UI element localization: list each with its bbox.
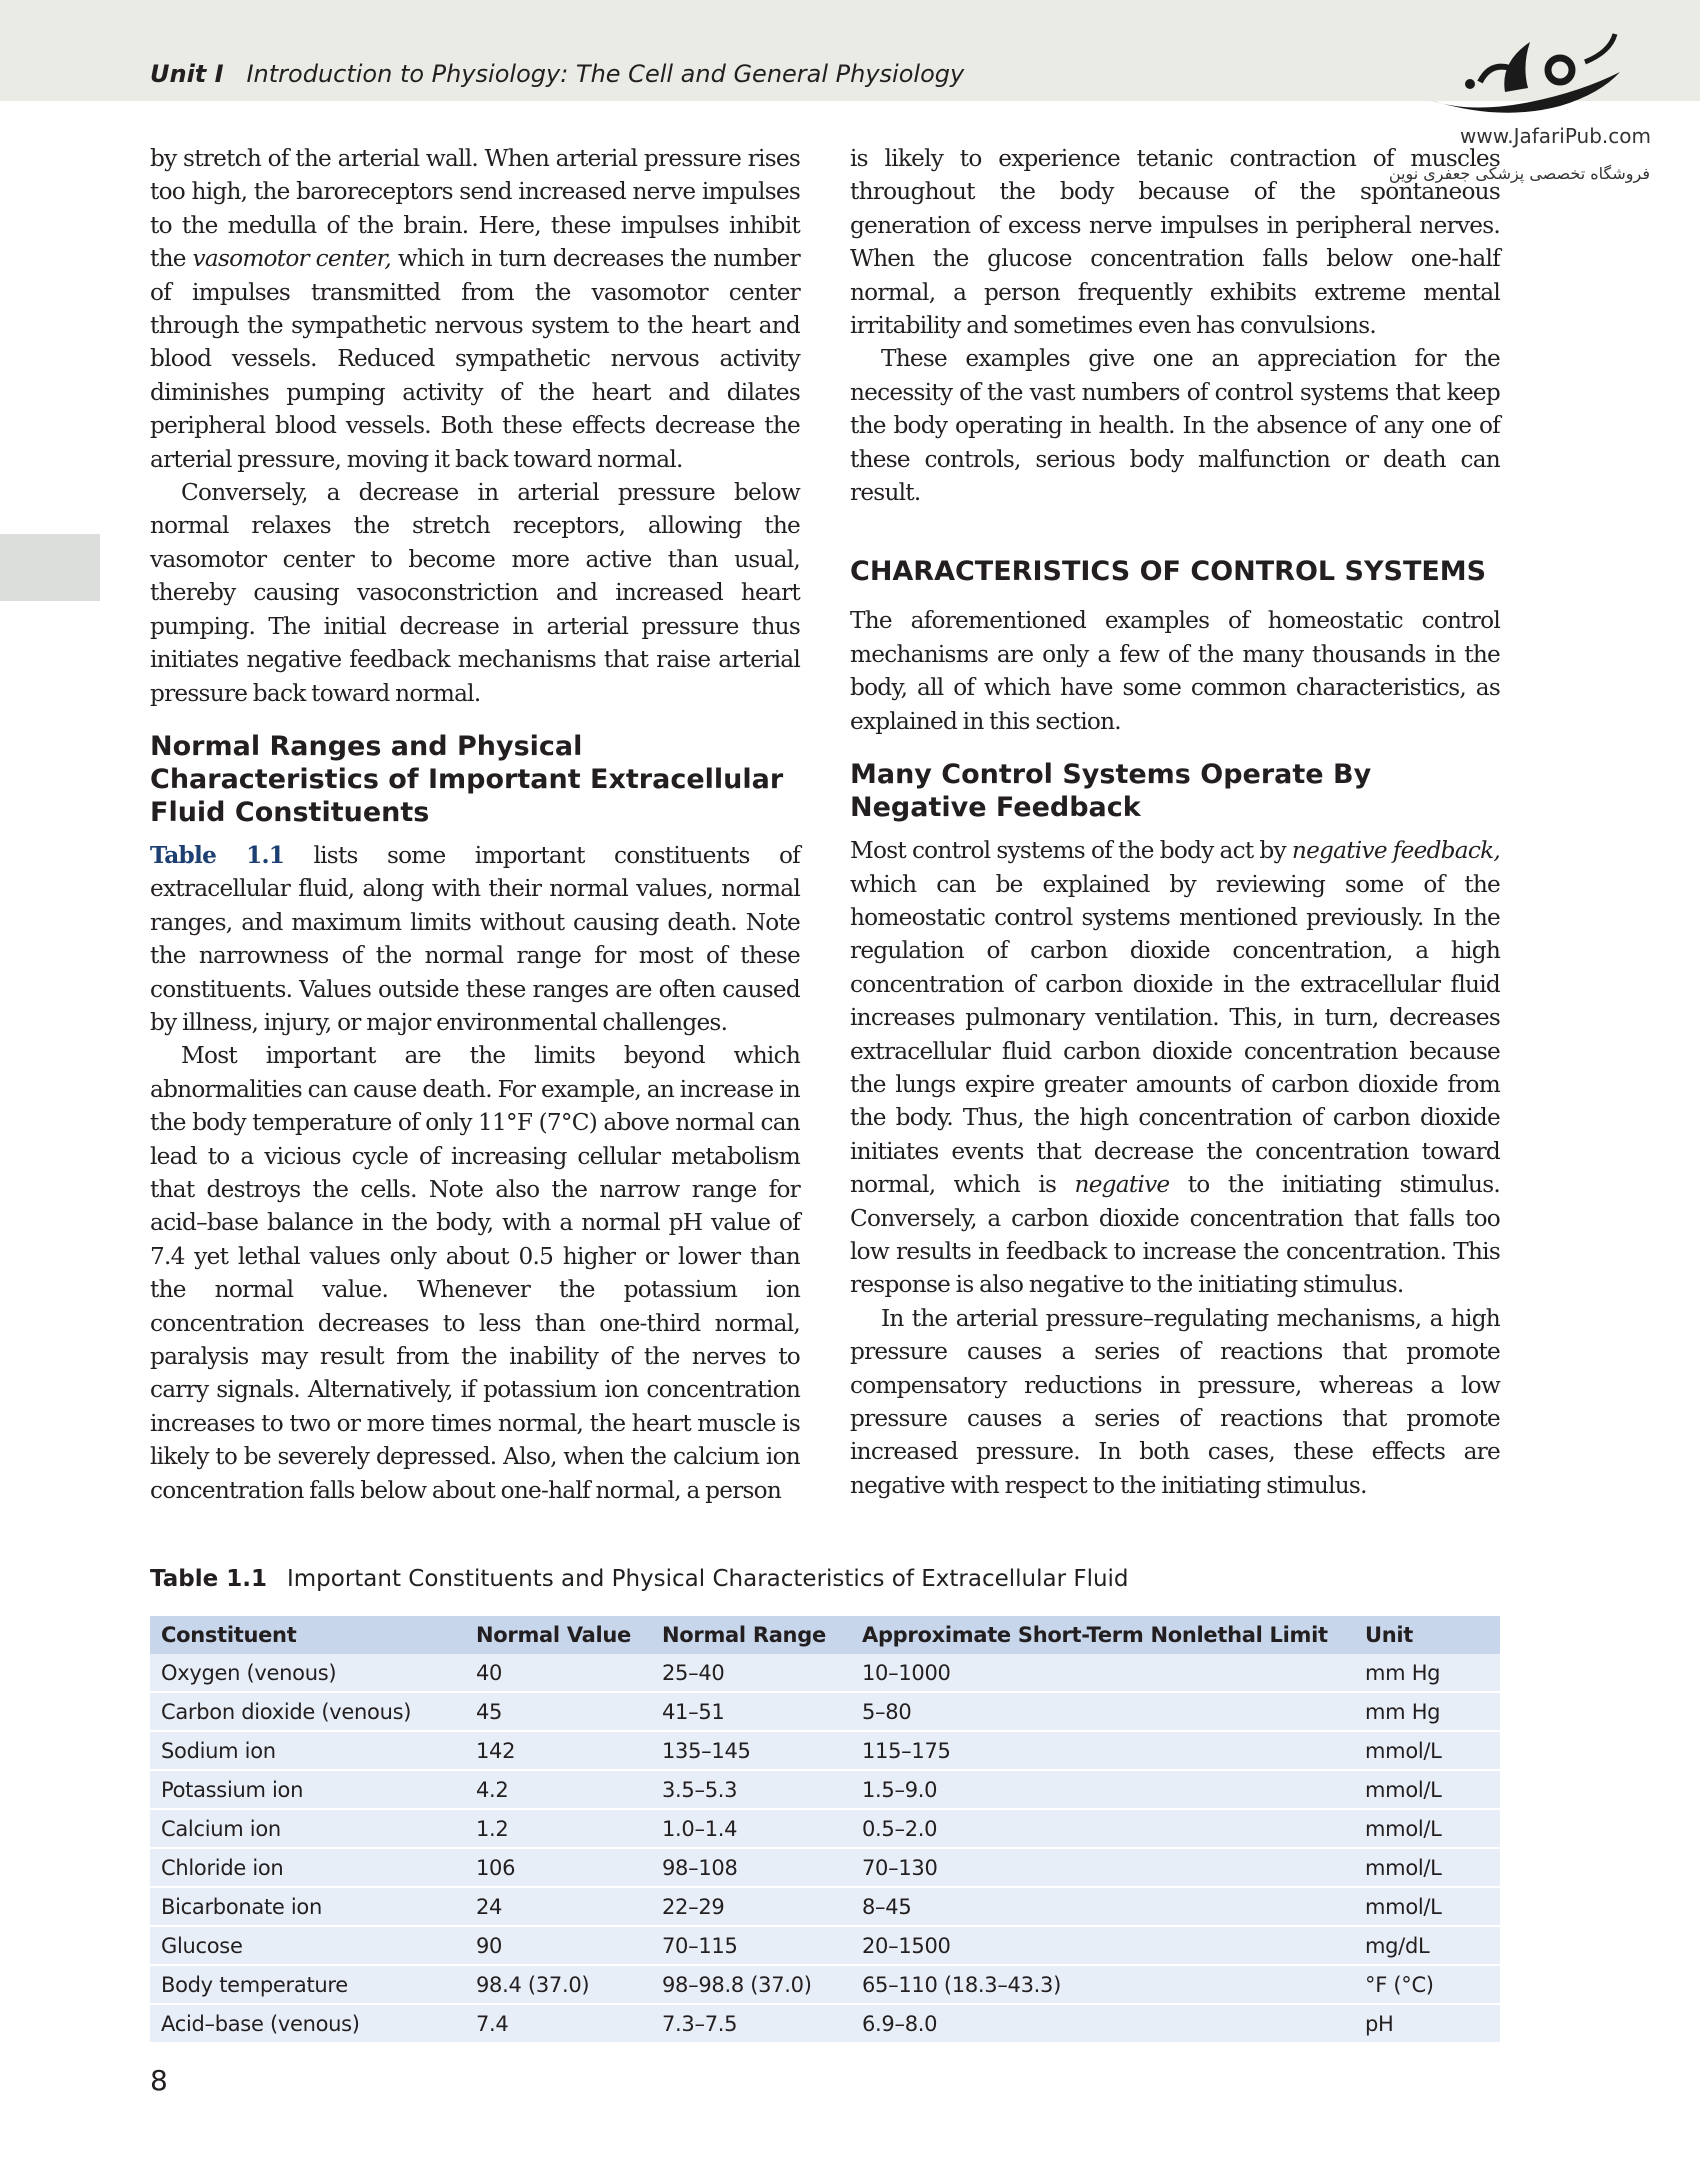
- table-cell: 70–130: [851, 1848, 1354, 1887]
- paragraph: Conversely, a decrease in arterial pressure below normal relaxes the stretch receptors, allowing the vasomotor center to become more active than usual, thereby causing vasoconstriction and increased heart pumping. The initial decrease in arterial pressure thus initiates negative feedback mechanisms that raise arterial pressure back toward normal.: [150, 479, 800, 707]
- table-cell: 65–110 (18.3–43.3): [851, 1965, 1354, 2004]
- paragraph: [850, 834, 1500, 1302]
- table-title: Important Constituents and Physical Characteristics of Extracellular Fluid: [286, 1566, 1129, 1592]
- right-column: [850, 142, 1500, 1502]
- table-cell: Potassium ion: [150, 1770, 465, 1809]
- paragraph-text: Most control systems of the body act by: [850, 837, 1292, 865]
- table-row: [150, 1926, 1500, 1965]
- table-cell: Sodium ion: [150, 1731, 465, 1770]
- table-cell: Body temperature: [150, 1965, 465, 2004]
- table-row: [150, 1654, 1500, 1692]
- table-cell: 25–40: [651, 1654, 851, 1692]
- table-row: [150, 1887, 1500, 1926]
- table-cell: 7.3–7.5: [651, 2004, 851, 2043]
- section-heading-negative-feedback: Many Control Systems Operate By Negative Feedback: [850, 759, 1372, 824]
- paragraph: is likely to experience tetanic contraction of muscles throughout the body because of the spontaneous generation of excess nerve impulses in peripheral nerves. When the glucose concentration falls below one-half normal, a person frequently exhibits extreme mental irritability and sometimes even has convulsions.: [850, 145, 1500, 340]
- thumb-tab: [0, 534, 100, 601]
- table-row: [150, 2004, 1500, 2043]
- column-header: Normal Range: [651, 1616, 851, 1654]
- table-cell: mmol/L: [1354, 1809, 1500, 1848]
- table-cell: 70–115: [651, 1926, 851, 1965]
- table-cell: 98–98.8 (37.0): [651, 1965, 851, 2004]
- table-cell: 24: [465, 1887, 651, 1926]
- table-cell: mmol/L: [1354, 1770, 1500, 1809]
- table-cell: pH: [1354, 2004, 1500, 2043]
- section-heading-normal-ranges: Normal Ranges and Physical Characteristics of Important Extracellular Fluid Constituents: [150, 730, 784, 828]
- constituents-table: [150, 1616, 1500, 2044]
- publisher-tagline: فروشگاه تخصصی پزشکی جعفری نوین: [1388, 164, 1650, 183]
- paragraph-text: lists some important constituents of extracellular fluid, along with their normal values, normal ranges, and maximum limits without causing death. Note the narrowness of the normal range for most of these constituents. Values outside these ranges are often caused by illness, injury, or major environmental challenges.: [150, 841, 800, 1036]
- table-cell: 45: [465, 1692, 651, 1731]
- column-header: Constituent: [150, 1616, 465, 1654]
- table-cell: Carbon dioxide (venous): [150, 1692, 465, 1731]
- table-row: [150, 1809, 1500, 1848]
- table-cell: 115–175: [851, 1731, 1354, 1770]
- emphasis: negative feedback,: [1291, 837, 1501, 865]
- table-cell: mmol/L: [1354, 1848, 1500, 1887]
- table-cell: 1.0–1.4: [651, 1809, 851, 1848]
- table-caption: [150, 1566, 1500, 1592]
- table-cell: 5–80: [851, 1692, 1354, 1731]
- table-row: [150, 1848, 1500, 1887]
- table-cell: 1.2: [465, 1809, 651, 1848]
- paragraph: These examples give one an appreciation for the necessity of the vast numbers of control systems that keep the body operating in health. In the absence of any one of these controls, serious body malfunction or death can result.: [850, 345, 1500, 507]
- table-cell: 1.5–9.0: [851, 1770, 1354, 1809]
- table-cell: mg/dL: [1354, 1926, 1500, 1965]
- table-cell: 6.9–8.0: [851, 2004, 1354, 2043]
- paragraph: [150, 839, 800, 1039]
- column-header: Unit: [1354, 1616, 1500, 1654]
- table-cell: 142: [465, 1731, 651, 1770]
- table-cell: mm Hg: [1354, 1654, 1500, 1692]
- paragraph: In the arterial pressure–regulating mechanisms, a high pressure causes a series of reactions that promote compensatory reductions in pressure, whereas a low pressure causes a series of reactions that promote increased pressure. In both cases, these effects are negative with respect to the initiating stimulus.: [850, 1304, 1500, 1499]
- paragraph: Most important are the limits beyond which abnormalities can cause death. For example, an increase in the body temperature of only 11°F (7°C) above normal can lead to a vicious cycle of increasing cellular metabolism that destroys the cells. Note also the narrow range for acid–base balance in the body, with a normal pH value of 7.4 yet lethal values only about 0.5 higher or lower than the normal value. Whenever the potassium ion concentration decreases to less than one-third normal, paralysis may result from the inability of the nerves to carry signals. Alternatively, if potassium ion concentration increases to two or more times normal, the heart muscle is likely to be severely depressed. Also, when the calcium ion concentration falls below about one-half normal, a person: [150, 1042, 800, 1504]
- publisher-url: www.JafariPub.com: [1460, 124, 1651, 148]
- page-number: 8: [150, 2064, 168, 2097]
- running-header: [150, 60, 964, 88]
- table-cell: 135–145: [651, 1731, 851, 1770]
- table-cell: 90: [465, 1926, 651, 1965]
- table-reference-link[interactable]: Table 1.1: [150, 841, 285, 869]
- publisher-logo-icon: [1410, 22, 1650, 122]
- table-row: [150, 1770, 1500, 1809]
- table-cell: 20–1500: [851, 1926, 1354, 1965]
- table-row: [150, 1731, 1500, 1770]
- table-cell: Bicarbonate ion: [150, 1887, 465, 1926]
- column-header: Approximate Short-Term Nonlethal Limit: [851, 1616, 1354, 1654]
- running-header-title: Introduction to Physiology: The Cell and General Physiology: [246, 60, 965, 88]
- table-cell: 3.5–5.3: [651, 1770, 851, 1809]
- paragraph-text: by stretch of the arterial wall. When arterial pressure rises too high, the baroreceptors send increased nerve impulses to the medulla of the brain. Here, these impulses inhibit the: [150, 145, 800, 273]
- table-cell: 40: [465, 1654, 651, 1692]
- section-heading-characteristics: CHARACTERISTICS OF CONTROL SYSTEMS: [850, 556, 1487, 588]
- table-cell: °F (°C): [1354, 1965, 1500, 2004]
- table-cell: 106: [465, 1848, 651, 1887]
- emphasis: negative: [1074, 1171, 1170, 1199]
- table-cell: 7.4: [465, 2004, 651, 2043]
- table-cell: 22–29: [651, 1887, 851, 1926]
- paragraph: The aforementioned examples of homeostatic control mechanisms are only a few of the many thousands in the body, all of which have some common characteristics, as explained in this section.: [850, 607, 1500, 735]
- table-cell: Acid–base (venous): [150, 2004, 465, 2043]
- table-cell: Glucose: [150, 1926, 465, 1965]
- table-cell: 41–51: [651, 1692, 851, 1731]
- table-cell: mmol/L: [1354, 1887, 1500, 1926]
- table-cell: 8–45: [851, 1887, 1354, 1926]
- emphasis: vasomotor center,: [192, 245, 392, 273]
- table-number: Table 1.1: [150, 1566, 267, 1592]
- left-column: [150, 142, 800, 1507]
- table-cell: 10–1000: [851, 1654, 1354, 1692]
- table-cell: mmol/L: [1354, 1731, 1500, 1770]
- table-cell: 98–108: [651, 1848, 851, 1887]
- table-cell: 98.4 (37.0): [465, 1965, 651, 2004]
- table-cell: 4.2: [465, 1770, 651, 1809]
- table-row: [150, 1965, 1500, 2004]
- table-cell: 0.5–2.0: [851, 1809, 1354, 1848]
- paragraph: [150, 142, 800, 476]
- paragraph-text: which can be explained by reviewing some of the homeostatic control systems mentioned previously. In the regulation of carbon dioxide concentration, a high concentration of carbon dioxide in the extracellular fluid increases pulmonary ventilation. This, in turn, decreases extracellular fluid carbon dioxide concentration because the lungs expire greater amounts of carbon dioxide from the body. Thus, the high concentration of carbon dioxide initiates events that decrease the concentration toward normal, which is: [850, 870, 1500, 1199]
- running-header-unit: Unit I: [150, 60, 224, 88]
- column-header: Normal Value: [465, 1616, 651, 1654]
- table-cell: Chloride ion: [150, 1848, 465, 1887]
- table-row: [150, 1692, 1500, 1731]
- table-header-row: [150, 1616, 1500, 1654]
- table-cell: Calcium ion: [150, 1809, 465, 1848]
- paragraph-text: which in turn decreases the number of impulses transmitted from the vasomotor center through the sympathetic nervous system to the heart and blood vessels. Reduced sympathetic nervous activity diminishes pumping activity of the heart and dilates peripheral blood vessels. Both these effects decrease the arterial pressure, moving it back toward normal.: [150, 245, 800, 473]
- paragraph-text: to the initiating stimulus. Conversely, a carbon dioxide concentration that falls too low results in feedback to increase the concentration. This response is also negative to the initiating stimulus.: [850, 1171, 1500, 1299]
- table-cell: mm Hg: [1354, 1692, 1500, 1731]
- table-cell: Oxygen (venous): [150, 1654, 465, 1692]
